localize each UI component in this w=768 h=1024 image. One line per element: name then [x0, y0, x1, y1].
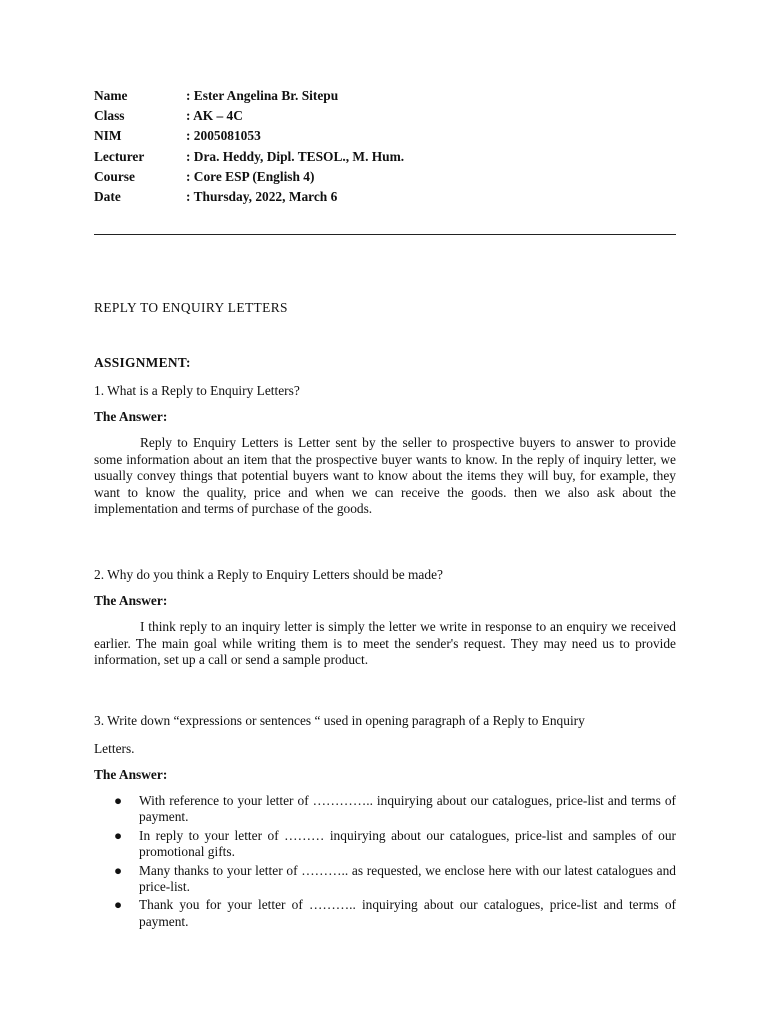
- question-text-continued: Letters.: [94, 741, 135, 756]
- horizontal-divider: [94, 234, 676, 235]
- info-value: : Thursday, 2022, March 6: [186, 188, 338, 204]
- bullet-icon: ●: [114, 793, 123, 808]
- student-info-table: [94, 88, 404, 209]
- info-row-class: [94, 108, 404, 128]
- info-row-date: [94, 189, 404, 209]
- info-row-course: [94, 169, 404, 189]
- list-item-text: In reply to your letter of ……… inquirying about our catalogues, price-list and samples of our promotional gifts.: [139, 827, 676, 860]
- info-value: : Core ESP (English 4): [186, 168, 315, 184]
- assignment-label: ASSIGNMENT:: [94, 355, 191, 370]
- list-item: [94, 863, 676, 896]
- info-value: : AK – 4C: [186, 108, 243, 124]
- info-key: Name: [94, 88, 128, 103]
- list-item: [94, 828, 676, 861]
- list-item-text: Thank you for your letter of ……….. inquirying about our catalogues, price-list and terms of payment.: [139, 897, 676, 929]
- answer-paragraph: Reply to Enquiry Letters is Letter sent by the seller to prospective buyers to answer to provide some information about an item that the prospective buyer wants to know. In the reply of inquiry letter, we usually convey things that potential buyers want to know about the items they will buy, for example, they want to know the quality, price and when we can receive the goods. then we also ask about the implementation and terms of purchase of the goods.: [94, 435, 676, 517]
- info-key: Course: [94, 168, 135, 184]
- question-1-block: [94, 383, 676, 518]
- info-value: : 2005081053: [186, 128, 261, 144]
- info-row-lecturer: [94, 149, 404, 169]
- list-item-text: Many thanks to your letter of ……….. as requested, we enclose here with our latest catalogues and price-list.: [139, 862, 676, 895]
- answer-label: The Answer:: [94, 593, 168, 608]
- bullet-icon: ●: [114, 897, 123, 913]
- expressions-list: [94, 793, 676, 930]
- list-item: [94, 897, 676, 930]
- list-item-text: With reference to your letter of ………….. inquirying about our catalogues, price-list and terms of payment.: [139, 793, 676, 825]
- answer-label: The Answer:: [94, 409, 168, 424]
- question-text: 3. Write down “expressions or sentences “ used in opening paragraph of a Reply to Enquiry: [94, 713, 585, 728]
- bullet-icon: ●: [114, 827, 123, 843]
- question-text: 1. What is a Reply to Enquiry Letters?: [94, 383, 300, 398]
- question-2-block: [94, 567, 676, 669]
- list-item: [94, 793, 676, 826]
- info-key: NIM: [94, 128, 122, 144]
- info-value: : Dra. Heddy, Dipl. TESOL., M. Hum.: [186, 148, 405, 164]
- answer-label: The Answer:: [94, 767, 168, 782]
- info-key: Date: [94, 188, 121, 204]
- info-key: Lecturer: [94, 148, 145, 164]
- bullet-icon: ●: [114, 862, 123, 878]
- info-key: Class: [94, 108, 125, 124]
- info-row-nim: [94, 128, 404, 148]
- info-row-name: [94, 88, 404, 108]
- question-text: 2. Why do you think a Reply to Enquiry Letters should be made?: [94, 567, 443, 582]
- answer-paragraph: I think reply to an inquiry letter is simply the letter we write in response to an enquiry we received earlier. The main goal while writing them is to meet the sender's request. They may need us to provide information, set up a call or send a sample product.: [94, 619, 676, 668]
- question-3-block: [94, 713, 676, 932]
- header-block: [94, 88, 676, 209]
- document-title: REPLY TO ENQUIRY LETTERS: [94, 300, 288, 315]
- info-value: : Ester Angelina Br. Sitepu: [186, 88, 339, 103]
